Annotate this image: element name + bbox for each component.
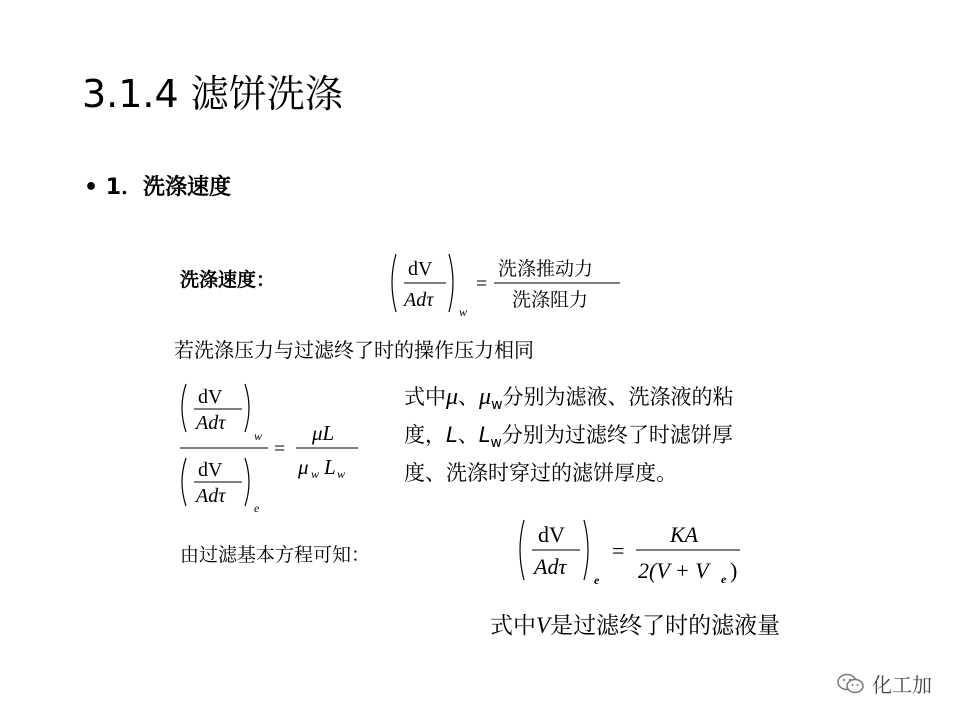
eq3-subscript: e (594, 573, 600, 587)
eq1-equals: = (476, 273, 488, 295)
eq3-rhs-den-sub: e (721, 572, 727, 586)
v-definition-note (490, 607, 780, 640)
eq3-equals: = (612, 538, 625, 563)
eq2-bottom-denominator: Adτ (196, 485, 226, 507)
expl-L-w: L (478, 423, 491, 448)
expl-text-1: 式中 (404, 385, 446, 409)
wash-rate-equation (386, 250, 626, 320)
v-note-prefix: 式中 (490, 613, 536, 639)
eq2-top-numerator: dV (198, 386, 223, 408)
eq2-top-subscript: w (254, 429, 263, 443)
eq2-bottom-subscript: e (254, 501, 260, 515)
wash-rate-label: 洗涤速度： (180, 269, 276, 291)
watermark (836, 669, 932, 698)
eq1-denominator: Adτ (404, 289, 434, 311)
expl-sep-2: 、 (457, 423, 479, 448)
expl-text-3: 分别为过滤终了时滤饼厚度、洗涤时穿过的滤饼厚度。 (404, 423, 733, 486)
eq1-rhs-numerator: 洗涤推动力 (498, 258, 594, 280)
watermark-text: 化工加 (872, 673, 932, 697)
same-pressure-note: 若洗涤压力与过滤终了时的操作压力相同 (174, 338, 534, 362)
slide-title: 3.1.4 滤饼洗涤 (82, 72, 343, 116)
eq2-rhs-den-w1: w (311, 467, 320, 481)
bullet-item (84, 172, 231, 204)
bullet-text: 1．洗涤速度 (105, 175, 232, 200)
v-symbol: V (536, 613, 551, 638)
eq3-denominator: Adτ (534, 554, 567, 579)
eq3-rhs-den-close: ) (730, 558, 738, 583)
eq2-top-denominator: Adτ (196, 412, 226, 434)
v-note-suffix: 是过滤终了时的滤液量 (550, 613, 781, 639)
eq2-rhs-den-L: L (324, 455, 336, 479)
eq2-rhs-den-w2: w (337, 467, 346, 481)
expl-mu-w: μ (479, 384, 492, 410)
expl-w-sub: w (491, 397, 503, 414)
ratio-equation (176, 378, 366, 518)
eq2-equals: = (274, 438, 286, 460)
basic-filtration-equation (514, 514, 754, 594)
eq1-rhs-denominator: 洗涤阻力 (512, 289, 589, 311)
eq1-numerator: dV (408, 258, 433, 280)
symbol-explanation (404, 382, 774, 488)
expl-text-2: 分别为滤液、洗涤液的粘度， (404, 385, 734, 448)
basic-equation-label: 由过滤基本方程可知： (180, 544, 371, 566)
expl-sep-1: 、 (458, 385, 480, 409)
eq3-rhs-numerator: KA (670, 522, 699, 547)
eq2-rhs-den-mu: μ (298, 455, 309, 479)
eq2-rhs-numerator: μL (312, 421, 335, 445)
eq3-rhs-denominator: 2(V + V (638, 558, 709, 583)
expl-mu: μ (446, 384, 459, 410)
expl-w2-sub: w (490, 435, 502, 452)
eq1-subscript: w (459, 305, 468, 319)
eq3-numerator: dV (538, 522, 565, 547)
wechat-icon (836, 672, 866, 696)
eq2-bottom-numerator: dV (198, 459, 223, 481)
bullet-marker: • (84, 175, 99, 200)
expl-L: L (446, 423, 458, 448)
